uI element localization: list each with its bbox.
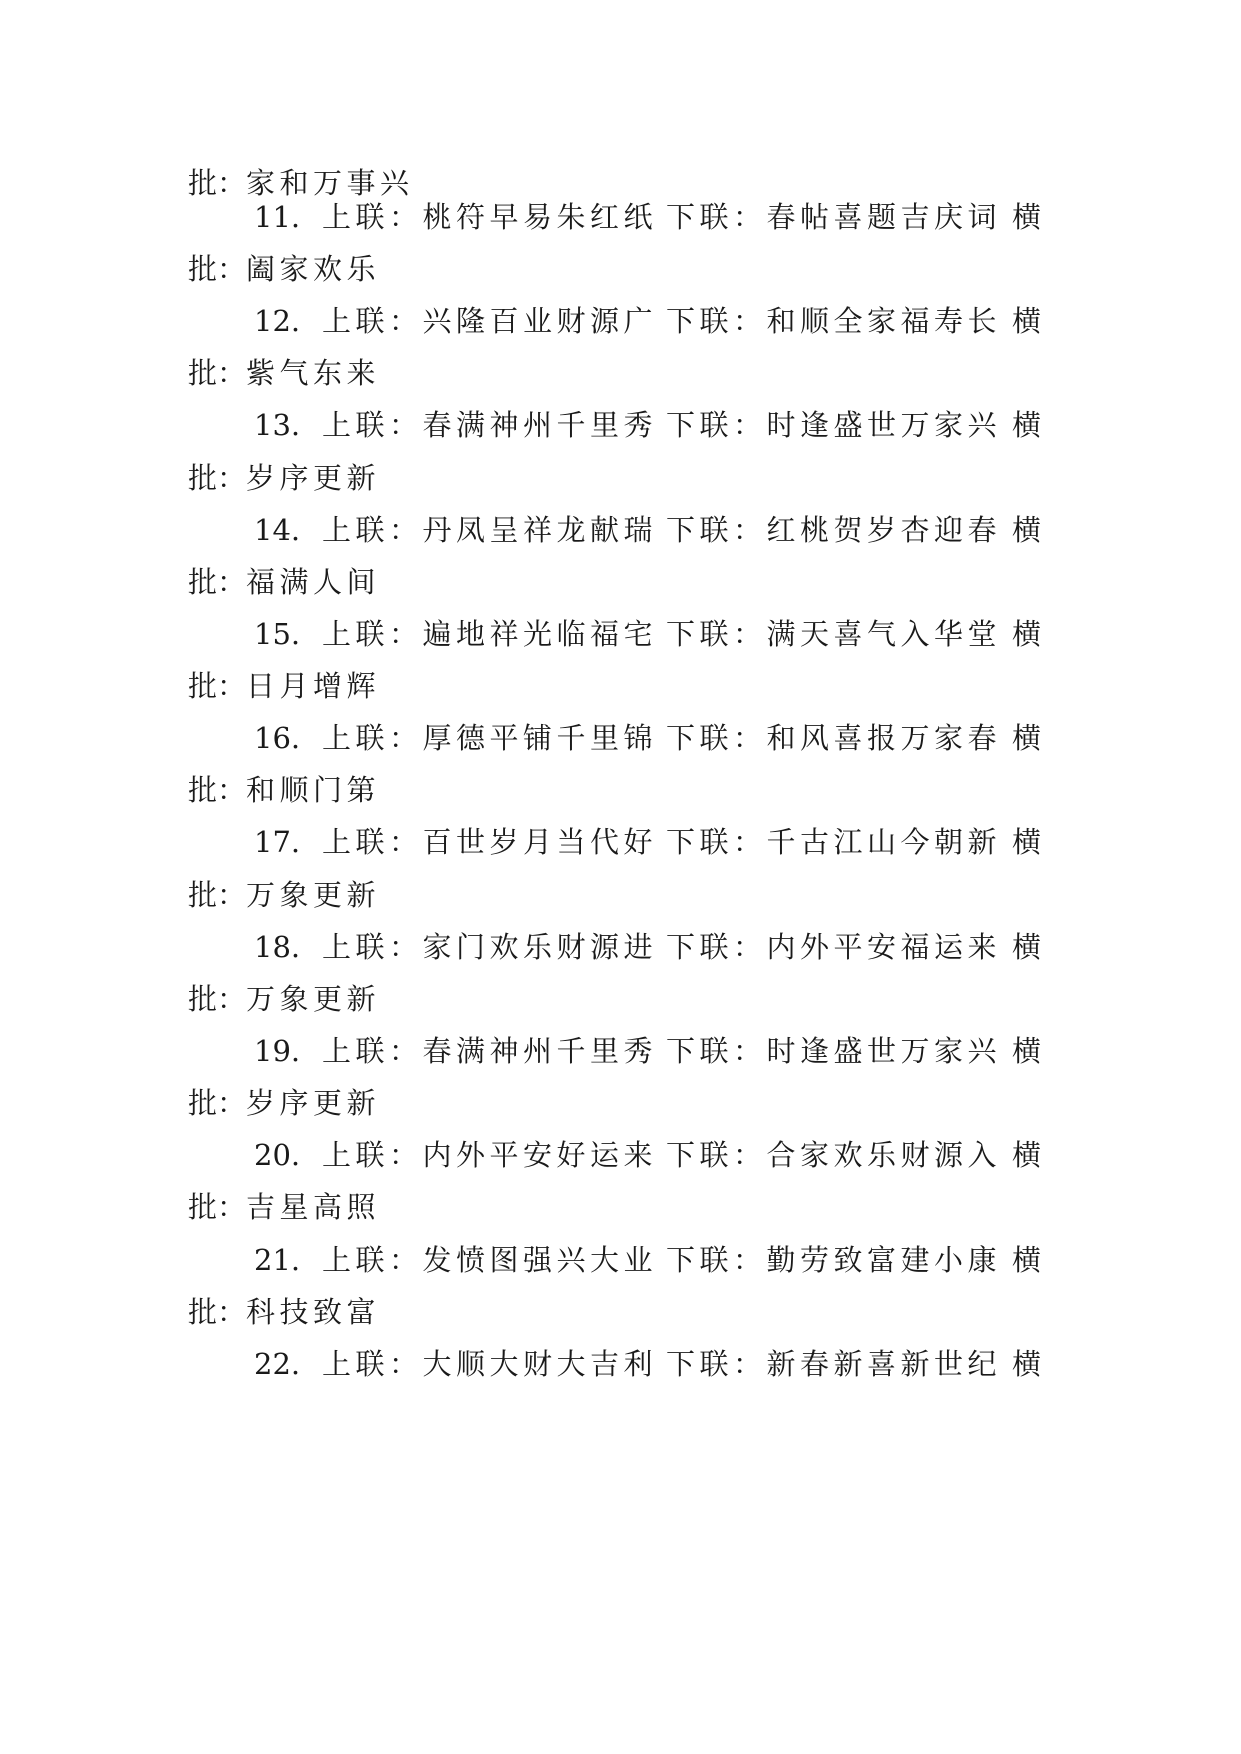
entry-number: 19.: [254, 1034, 301, 1068]
couplet-line: [0, 188, 1241, 246]
heng-pi-text: 科技致富: [246, 1295, 381, 1329]
heng-pi-label: 批：: [188, 669, 247, 703]
xia-lian: 下联：内外平安福运来: [666, 930, 1002, 964]
heng-label: 横: [1012, 1347, 1042, 1381]
continuation-line: [0, 657, 1241, 715]
couplet-line: [0, 918, 1241, 976]
heng-label: 横: [1012, 1138, 1042, 1172]
heng-pi-text: 岁序更新: [246, 1086, 381, 1120]
continuation-line: [0, 1178, 1241, 1236]
xia-lian: 下联：时逢盛世万家兴: [666, 1034, 1002, 1068]
entry-number: 15.: [254, 617, 301, 651]
heng-pi-label: 批：: [188, 565, 247, 599]
couplet-line: [0, 292, 1241, 350]
shang-lian: 上联：春满神州千里秀: [322, 1034, 658, 1068]
entry-number: 11.: [254, 200, 301, 234]
heng-label: 横: [1012, 1034, 1042, 1068]
couplet-line: [0, 1126, 1241, 1184]
heng-pi-text: 阖家欢乐: [246, 252, 381, 286]
continuation-line: [0, 553, 1241, 611]
entry-number: 17.: [254, 825, 301, 859]
entry-number: 20.: [254, 1138, 301, 1172]
couplet-line: [0, 501, 1241, 559]
shang-lian: 上联：兴隆百业财源广: [322, 304, 658, 338]
xia-lian: 下联：合家欢乐财源入: [666, 1138, 1002, 1172]
heng-label: 横: [1012, 617, 1042, 651]
xia-lian: 下联：新春新喜新世纪: [666, 1347, 1002, 1381]
heng-pi-label: 批：: [188, 252, 247, 286]
xia-lian: 下联：时逢盛世万家兴: [666, 408, 1002, 442]
shang-lian: 上联：家门欢乐财源进: [322, 930, 658, 964]
heng-pi-text: 万象更新: [246, 878, 381, 912]
xia-lian: 下联：勤劳致富建小康: [666, 1243, 1002, 1277]
entry-number: 14.: [254, 513, 301, 547]
continuation-line: [0, 1283, 1241, 1341]
heng-pi-label: 批：: [188, 1086, 247, 1120]
heng-label: 横: [1012, 825, 1042, 859]
heng-pi-label: 批：: [188, 878, 247, 912]
entry-number: 13.: [254, 408, 301, 442]
heng-pi-label: 批：: [188, 773, 247, 807]
heng-pi-text: 岁序更新: [246, 461, 381, 495]
entry-number: 16.: [254, 721, 301, 755]
continuation-line: [0, 1074, 1241, 1132]
heng-label: 横: [1012, 721, 1042, 755]
xia-lian: 下联：满天喜气入华堂: [666, 617, 1002, 651]
couplet-line: [0, 1231, 1241, 1289]
continuation-line: [0, 344, 1241, 402]
shang-lian: 上联：内外平安好运来: [322, 1138, 658, 1172]
heng-label: 横: [1012, 930, 1042, 964]
couplet-line: [0, 1022, 1241, 1080]
entry-number: 12.: [254, 304, 301, 338]
heng-pi-text: 紫气东来: [246, 356, 381, 390]
heng-pi-text: 万象更新: [246, 982, 381, 1016]
heng-pi-label: 批：: [188, 982, 247, 1016]
couplet-line: [0, 813, 1241, 871]
xia-lian: 下联：和顺全家福寿长: [666, 304, 1002, 338]
xia-lian: 下联：春帖喜题吉庆词: [666, 200, 1002, 234]
heng-label: 横: [1012, 1243, 1042, 1277]
heng-pi-text: 和顺门第: [246, 773, 381, 807]
xia-lian: 下联：和风喜报万家春: [666, 721, 1002, 755]
heng-pi-text: 福满人间: [246, 565, 381, 599]
xia-lian: 下联：红桃贺岁杏迎春: [666, 513, 1002, 547]
heng-pi-label: 批：: [188, 356, 247, 390]
couplet-line: [0, 396, 1241, 454]
shang-lian: 上联：大顺大财大吉利: [322, 1347, 658, 1381]
heng-pi-text: 家和万事兴: [246, 166, 414, 200]
continuation-line: [0, 970, 1241, 1028]
entry-number: 21.: [254, 1243, 301, 1277]
continuation-line: [0, 866, 1241, 924]
heng-pi-label: 批：: [188, 1295, 247, 1329]
shang-lian: 上联：春满神州千里秀: [322, 408, 658, 442]
entry-number: 18.: [254, 930, 301, 964]
continuation-line: [0, 240, 1241, 298]
heng-pi-text: 日月增辉: [246, 669, 381, 703]
shang-lian: 上联：遍地祥光临福宅: [322, 617, 658, 651]
shang-lian: 上联：丹凤呈祥龙献瑞: [322, 513, 658, 547]
heng-label: 横: [1012, 200, 1042, 234]
shang-lian: 上联：桃符早易朱红纸: [322, 200, 658, 234]
heng-pi-label: 批：: [188, 461, 247, 495]
shang-lian: 上联：发愤图强兴大业: [322, 1243, 658, 1277]
heng-pi-label: 批：: [188, 166, 247, 200]
heng-pi-text: 吉星高照: [246, 1190, 381, 1224]
couplet-line: [0, 709, 1241, 767]
xia-lian: 下联：千古江山今朝新: [666, 825, 1002, 859]
heng-label: 横: [1012, 408, 1042, 442]
shang-lian: 上联：百世岁月当代好: [322, 825, 658, 859]
couplet-line: [0, 605, 1241, 663]
heng-label: 横: [1012, 304, 1042, 338]
heng-pi-label: 批：: [188, 1190, 247, 1224]
shang-lian: 上联：厚德平铺千里锦: [322, 721, 658, 755]
continuation-line: [0, 449, 1241, 507]
couplet-line: [0, 1335, 1241, 1393]
entry-number: 22.: [254, 1347, 301, 1381]
heng-label: 横: [1012, 513, 1042, 547]
continuation-line: [0, 761, 1241, 819]
